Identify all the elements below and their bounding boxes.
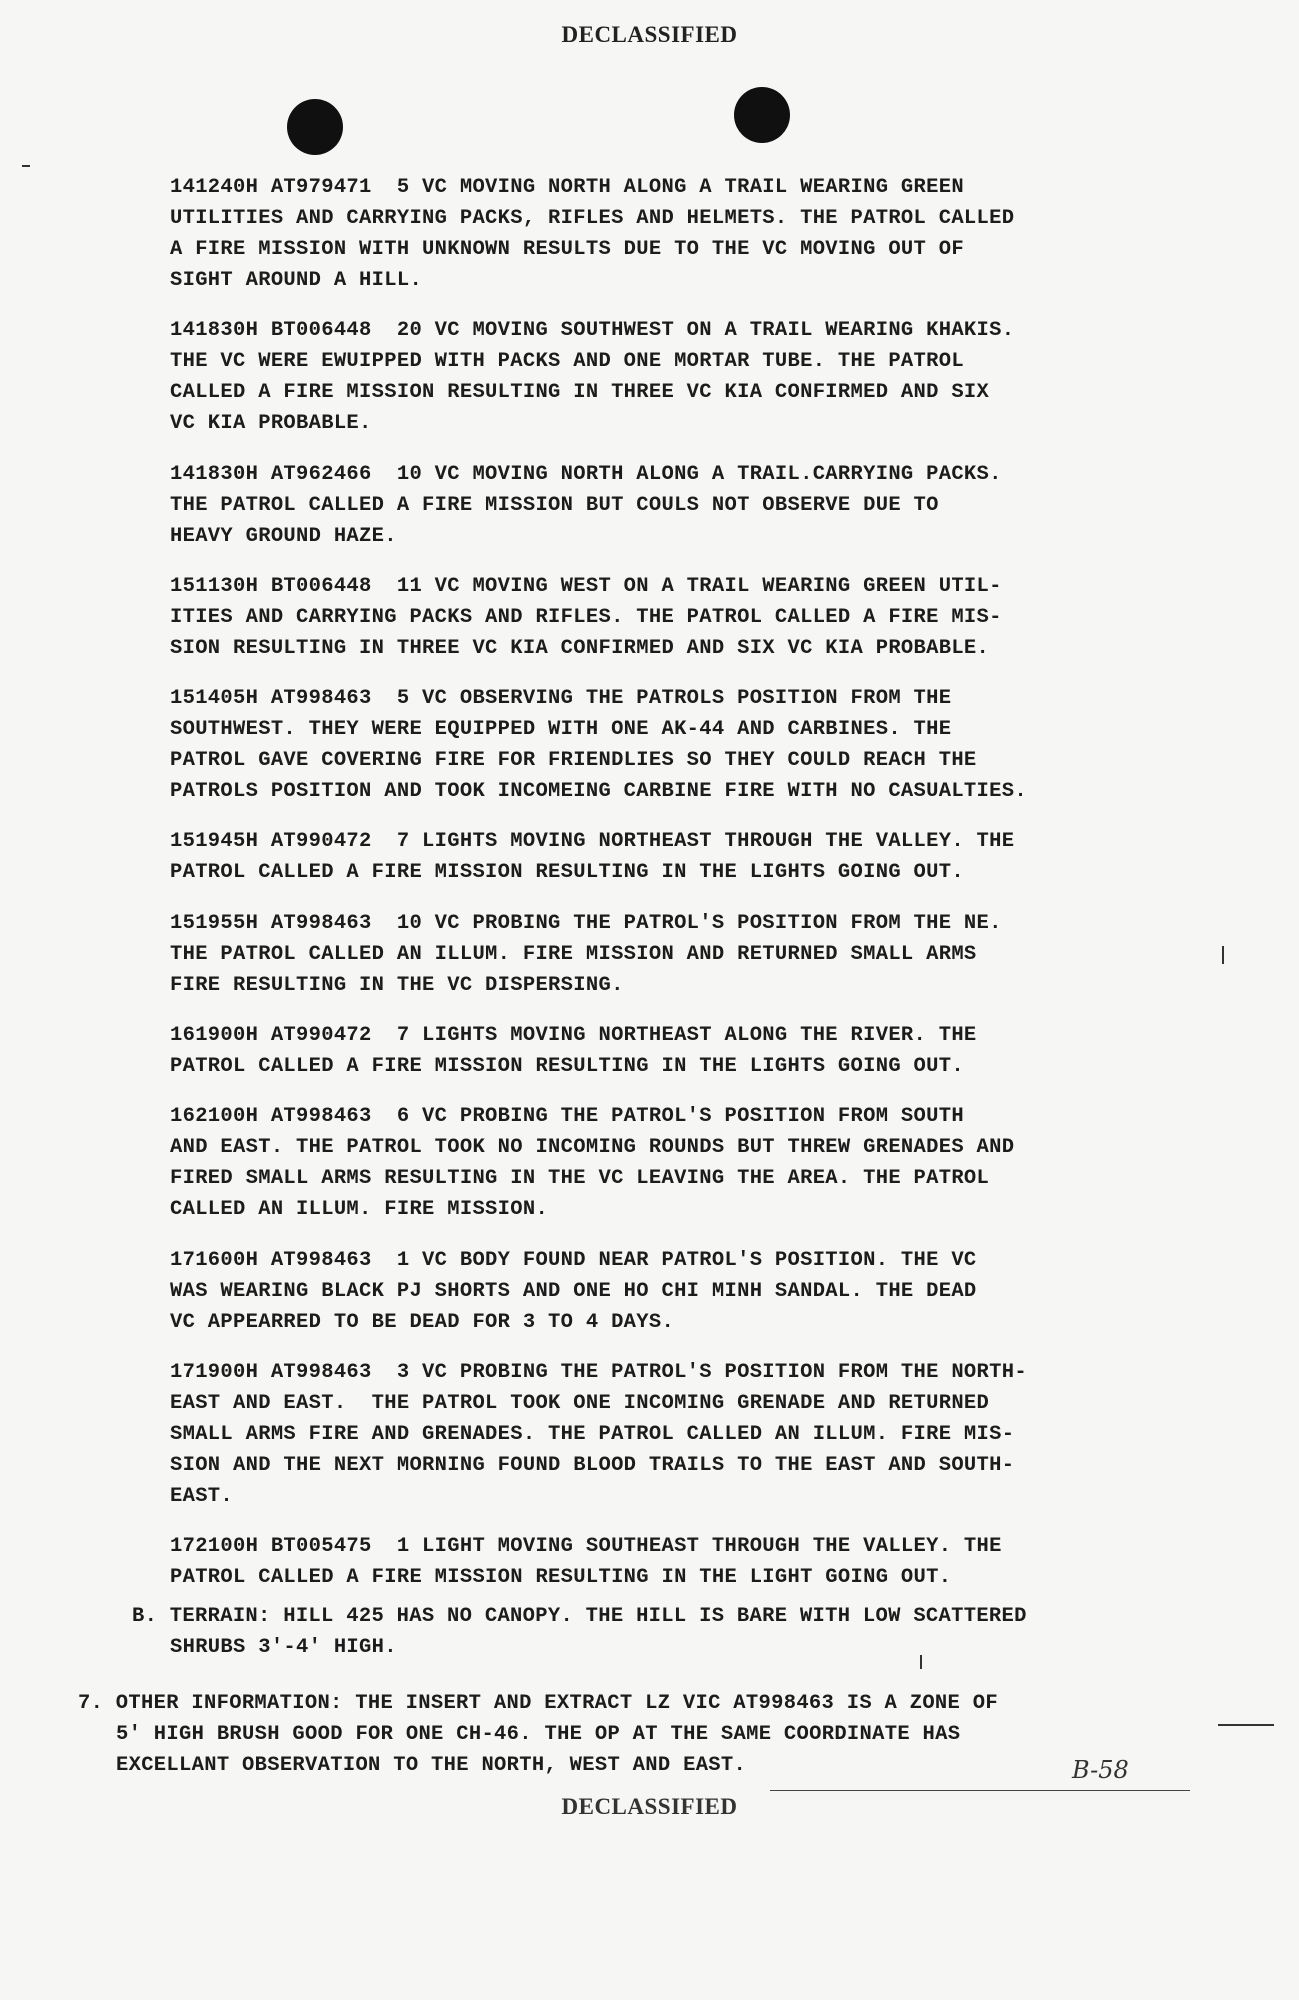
entry-line: 161900H AT990472 7 LIGHTS MOVING NORTHEAST ALONG THE RIVER. THE: [170, 1024, 977, 1048]
log-entry: [170, 1531, 1110, 1593]
entry-line: 151130H BT006448 11 VC MOVING WEST ON A TRAIL WEARING GREEN UTIL-: [170, 574, 1002, 598]
terrain-line-1: B. TERRAIN: HILL 425 HAS NO CANOPY. THE HILL IS BARE WITH LOW SCATTERED: [132, 1605, 1027, 1628]
entry-line: SOUTHWEST. THEY WERE EQUIPPED WITH ONE AK-44 AND CARBINES. THE: [170, 718, 952, 742]
log-entry: [170, 1245, 1110, 1338]
other-info-line-1: 7. OTHER INFORMATION: THE INSERT AND EXTRACT LZ VIC AT998463 IS A ZONE OF: [78, 1692, 998, 1715]
log-entry: [170, 826, 1110, 888]
entry-line: 151945H AT990472 7 LIGHTS MOVING NORTHEAST THROUGH THE VALLEY. THE: [170, 830, 1015, 854]
entry-line: 151955H AT998463 10 VC PROBING THE PATROL'S POSITION FROM THE NE.: [170, 911, 1002, 935]
entry-line: PATROL CALLED A FIRE MISSION RESULTING IN THE LIGHTS GOING OUT.: [170, 1055, 964, 1079]
entry-line: UTILITIES AND CARRYING PACKS, RIFLES AND HELMETS. THE PATROL CALLED: [170, 207, 1015, 230]
entry-line: CALLED AN ILLUM. FIRE MISSION.: [170, 1198, 549, 1222]
entry-line: SION AND THE NEXT MORNING FOUND BLOOD TRAILS TO THE EAST AND SOUTH-: [170, 1453, 1015, 1477]
entry-line: 141240H AT979471 5 VC MOVING NORTH ALONG A TRAIL WEARING GREEN: [170, 176, 964, 199]
entry-line: 172100H BT005475 1 LIGHT MOVING SOUTHEAST THROUGH THE VALLEY. THE: [170, 1535, 1002, 1559]
entry-line: AND EAST. THE PATROL TOOK NO INCOMING ROUNDS BUT THREW GRENADES AND: [170, 1136, 1015, 1160]
entry-line: 151405H AT998463 5 VC OBSERVING THE PATROLS POSITION FROM THE: [170, 687, 952, 711]
entry-line: PATROL GAVE COVERING FIRE FOR FRIENDLIES SO THEY COULD REACH THE: [170, 749, 977, 773]
punch-hole-right: [734, 87, 790, 143]
margin-mark: [22, 165, 30, 167]
entry-line: THE PATROL CALLED AN ILLUM. FIRE MISSION AND RETURNED SMALL ARMS: [170, 942, 977, 966]
sighting-log: [170, 172, 1110, 1613]
margin-mark: [1222, 946, 1224, 964]
entry-line: FIRE RESULTING IN THE VC DISPERSING.: [170, 973, 624, 997]
log-entry: [170, 1357, 1110, 1512]
entry-line: A FIRE MISSION WITH UNKNOWN RESULTS DUE TO THE VC MOVING OUT OF: [170, 238, 964, 261]
entry-line: SMALL ARMS FIRE AND GRENADES. THE PATROL CALLED AN ILLUM. FIRE MIS-: [170, 1422, 1015, 1446]
entry-line: PATROLS POSITION AND TOOK INCOMEING CARBINE FIRE WITH NO CASUALTIES.: [170, 780, 1027, 804]
log-entry: [170, 683, 1110, 807]
page-number: B-58: [1072, 1756, 1129, 1784]
entry-line: EAST.: [170, 1484, 234, 1508]
entry-line: CALLED A FIRE MISSION RESULTING IN THREE VC KIA CONFIRMED AND SIX: [170, 381, 990, 405]
log-entry: [170, 908, 1110, 1001]
log-entry: [170, 1101, 1110, 1225]
declassified-header: DECLASSIFIED: [561, 22, 738, 47]
entry-line: EAST AND EAST. THE PATROL TOOK ONE INCOMING GRENADE AND RETURNED: [170, 1391, 990, 1415]
entry-line: THE VC WERE EWUIPPED WITH PACKS AND ONE MORTAR TUBE. THE PATROL: [170, 350, 964, 374]
log-entry: [170, 459, 1110, 552]
entry-line: PATROL CALLED A FIRE MISSION RESULTING IN THE LIGHT GOING OUT.: [170, 1566, 952, 1590]
entry-line: SIGHT AROUND A HILL.: [170, 269, 423, 292]
entry-line: VC KIA PROBABLE.: [170, 412, 372, 436]
log-entry: [170, 315, 1110, 439]
entry-line: 141830H BT006448 20 VC MOVING SOUTHWEST ON A TRAIL WEARING KHAKIS.: [170, 319, 1015, 343]
punch-hole-left: [287, 99, 343, 155]
entry-line: HEAVY GROUND HAZE.: [170, 524, 397, 548]
entry-line: SION RESULTING IN THREE VC KIA CONFIRMED AND SIX VC KIA PROBABLE.: [170, 636, 990, 660]
underline-rule: [770, 1790, 1190, 1791]
entry-line: ITIES AND CARRYING PACKS AND RIFLES. THE PATROL CALLED A FIRE MIS-: [170, 605, 1002, 629]
log-entry: [170, 571, 1110, 664]
entry-line: 171600H AT998463 1 VC BODY FOUND NEAR PATROL'S POSITION. THE VC: [170, 1248, 977, 1272]
log-entry: [170, 172, 1110, 296]
other-info-line-2: 5' HIGH BRUSH GOOD FOR ONE CH-46. THE OP AT THE SAME COORDINATE HAS: [116, 1723, 961, 1746]
margin-rule: [1218, 1724, 1274, 1726]
margin-mark: [920, 1655, 922, 1669]
entry-line: WAS WEARING BLACK PJ SHORTS AND ONE HO CHI MINH SANDAL. THE DEAD: [170, 1279, 977, 1303]
declassified-footer: DECLASSIFIED: [561, 1794, 738, 1819]
entry-line: THE PATROL CALLED A FIRE MISSION BUT COULS NOT OBSERVE DUE TO: [170, 493, 939, 517]
other-info-line-3: EXCELLANT OBSERVATION TO THE NORTH, WEST AND EAST.: [116, 1754, 747, 1777]
entry-line: 162100H AT998463 6 VC PROBING THE PATROL'S POSITION FROM SOUTH: [170, 1105, 964, 1129]
entry-line: FIRED SMALL ARMS RESULTING IN THE VC LEAVING THE AREA. THE PATROL: [170, 1167, 990, 1191]
entry-line: PATROL CALLED A FIRE MISSION RESULTING IN THE LIGHTS GOING OUT.: [170, 861, 964, 885]
log-entry: [170, 1020, 1110, 1082]
entry-line: 141830H AT962466 10 VC MOVING NORTH ALONG A TRAIL.CARRYING PACKS.: [170, 462, 1002, 486]
terrain-line-2: SHRUBS 3'-4' HIGH.: [170, 1636, 397, 1659]
entry-line: 171900H AT998463 3 VC PROBING THE PATROL'S POSITION FROM THE NORTH-: [170, 1360, 1027, 1384]
entry-line: VC APPEARRED TO BE DEAD FOR 3 TO 4 DAYS.: [170, 1310, 675, 1334]
